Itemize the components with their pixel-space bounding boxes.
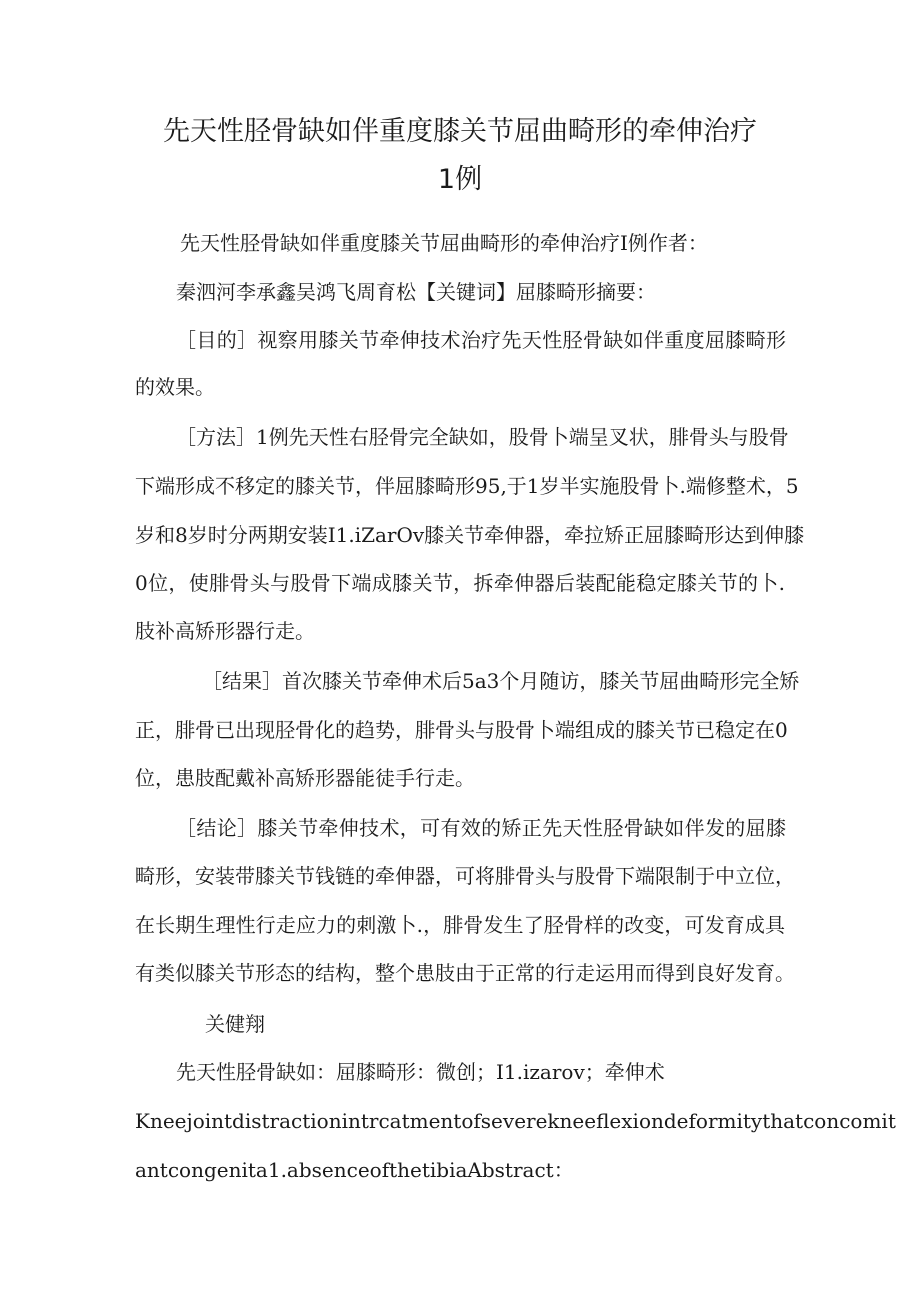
objective-line-1: ［目的］视察用膝关节牵伸技术治疗先天性胫骨缺如伴重度屈膝畸形: [176, 328, 786, 352]
result-line-3: 位，患肢配戴补高矫形器能徒手行走。: [135, 766, 475, 790]
method-line-1: ［方法］1例先天性右胫骨完全缺如，股骨卜端呈叉状，腓骨头与股骨: [176, 425, 789, 449]
objective-line-2: 的效果。: [135, 375, 215, 399]
english-title-line-1: Kneejointdistractionintrcatmentofseverekneeflexiondeformitythatconcomit: [135, 1109, 896, 1133]
result-line-1: ［结果］首次膝关节牵伸术后5a3个月随访，膝关节屈曲畸形完全矫: [202, 669, 800, 693]
document-title-line-1: 先天性胫骨缺如伴重度膝关节屈曲畸形的牵伸治疗: [163, 116, 757, 147]
result-line-2: 正，腓骨已出现胫骨化的趋势，腓骨头与股骨卜端组成的膝关节已稳定在0: [135, 718, 788, 742]
keywords-line: 先天性胫骨缺如：屈膝畸形：微创；I1.izarov；牵伸术: [176, 1060, 665, 1084]
conclusion-line-4: 有类似膝关节形态的结构，整个患肢由于正常的行走运用而得到良好发育。: [135, 961, 795, 985]
method-line-2: 下端形成不移定的膝关节，伴屈膝畸形95,于1岁半实施股骨卜.端修整术，5: [135, 474, 799, 498]
keywords-heading: 关健翔: [205, 1012, 265, 1036]
method-line-5: 肢补高矫形器行走。: [135, 619, 315, 643]
conclusion-line-2: 畸形，安装带膝关节钱链的牵伸器，可将腓骨头与股骨下端限制于中立位，: [135, 864, 795, 888]
conclusion-line-3: 在长期生理性行走应力的刺激卜.，腓骨发生了胫骨样的改变，可发育成具: [135, 913, 785, 937]
author-line: 先天性胫骨缺如伴重度膝关节屈曲畸形的牵伸治疗I例作者：: [180, 231, 708, 255]
conclusion-line-1: ［结论］膝关节牵伸技术，可有效的矫正先天性胫骨缺如伴发的屈膝: [176, 816, 786, 840]
method-line-3: 岁和8岁时分两期安装I1.iZarOv膝关节牵伸器，牵拉矫正屈膝畸形达到伸膝: [135, 523, 805, 547]
method-line-4: 0位，使腓骨头与股骨下端成膝关节，拆牵伸器后装配能稳定膝关节的卜.: [135, 571, 785, 595]
keywords-summary-line: 秦泗河李承鑫吴鸿飞周育松【关键词】屈膝畸形摘要：: [176, 280, 656, 304]
english-title-line-2: antcongenita1.absenceofthetibiaAbstract：: [135, 1158, 574, 1182]
document-title-line-2: 1例: [437, 164, 483, 195]
